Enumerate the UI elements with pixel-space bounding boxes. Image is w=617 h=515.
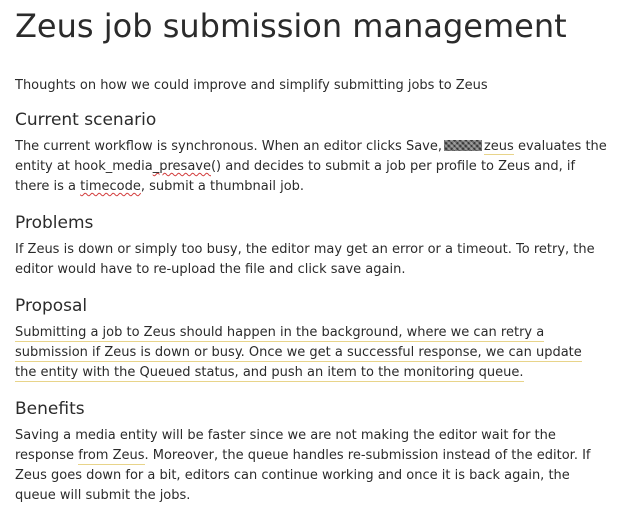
section-paragraph: [15, 426, 607, 506]
spellcheck-word[interactable]: _presave: [152, 159, 211, 174]
section-paragraph: [15, 137, 607, 197]
paragraph-text: Saving a media entity will be faster since we are not making the editor wait for the response: [15, 428, 556, 463]
section-proposal: [15, 294, 607, 383]
paragraph-text: evaluates the entity at hook_media: [15, 139, 607, 174]
section-benefits: [15, 397, 607, 506]
section-heading: Current scenario: [15, 110, 157, 130]
paragraph-text: The current workflow is synchronous. When an editor clicks Save,: [15, 139, 442, 154]
intro-paragraph: Thoughts on how we could improve and simplify submitting jobs to Zeus: [15, 78, 488, 93]
document: [15, 0, 607, 506]
section-problems: [15, 211, 607, 280]
page-title: Zeus job submission management: [15, 7, 567, 45]
section-heading: Proposal: [15, 296, 88, 316]
section-heading: Benefits: [15, 399, 85, 419]
section-heading: Problems: [15, 213, 94, 233]
commented-text[interactable]: from Zeus: [78, 448, 145, 463]
section-current-scenario: [15, 108, 607, 197]
section-paragraph: [15, 323, 607, 383]
paragraph-text: . Moreover, the queue handles re-submission instead of the editor. If Zeus goes down for a bit, editors can continue working and once it is back again, the queue will submit the jobs.: [15, 448, 591, 503]
commented-text[interactable]: Submitting a job to Zeus should happen in the background, where we can retry a submission if Zeus is down or busy. Once we get a successful response, we can update the entity with the Queued status, and push an item to the monitoring queue.: [15, 325, 582, 380]
paragraph-text: () and decides to submit a job per profile to Zeus and, if there is a: [15, 159, 576, 194]
spellcheck-word[interactable]: timecode: [80, 179, 141, 194]
paragraph-text: , submit a thumbnail job.: [140, 179, 305, 194]
redacted-avatar-icon: [444, 140, 482, 151]
section-paragraph: If Zeus is down or simply too busy, the editor may get an error or a timeout. To retry, the editor would have to re-upload the file and click save again.: [15, 242, 595, 277]
user-mention-link[interactable]: zeus: [483, 139, 514, 154]
